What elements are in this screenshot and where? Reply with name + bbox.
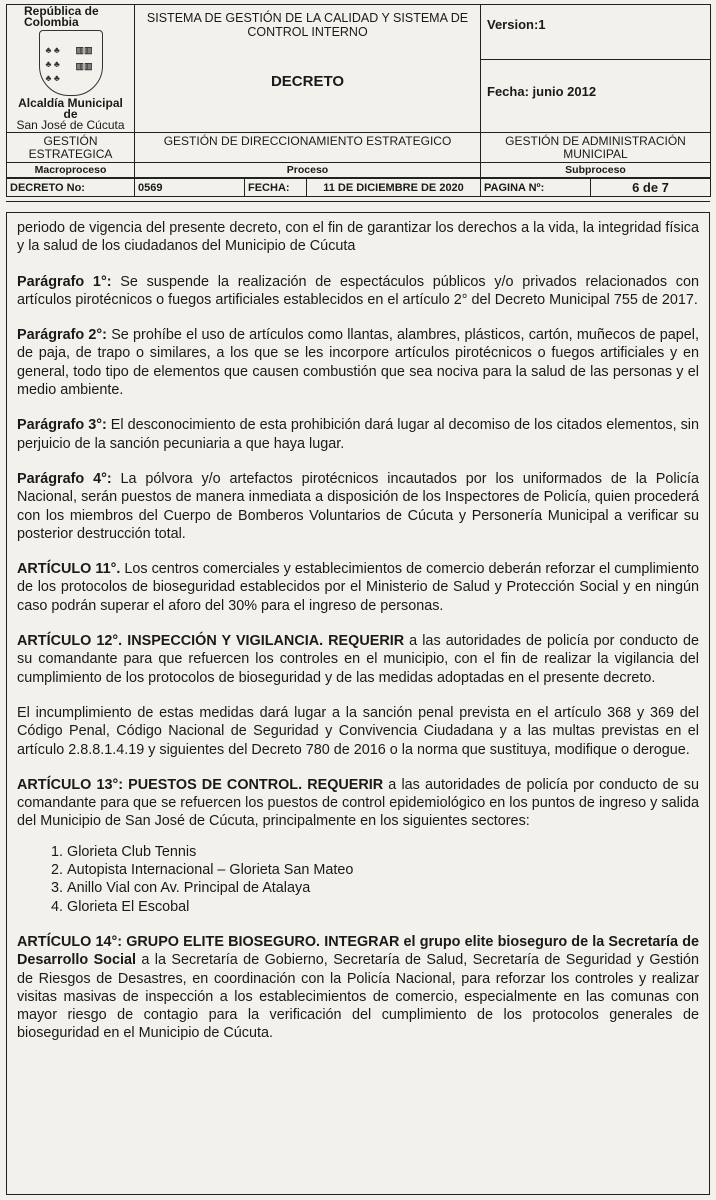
proceso-value: GESTIÓN DE DIRECCIONAMIENTO ESTRATEGICO: [135, 133, 481, 163]
macroproceso-value: GESTIÓN ESTRATEGICA: [7, 133, 135, 163]
pagina-label: PAGINA Nº:: [481, 179, 591, 197]
articulo-11: [17, 560, 699, 615]
system-title: SISTEMA DE GESTIÓN DE LA CALIDAD Y SISTEMA DE CONTROL INTERNO: [146, 11, 469, 39]
list-item: 1. Glorieta Club Tennis: [67, 843, 699, 861]
articulo-14-label: ARTÍCULO 14°: GRUPO ELITE BIOSEGURO. INTEGRAR el grupo elite bioseguro de la Secretaría de Desarrollo Social: [17, 933, 699, 969]
paragrafo-4-label: Parágrafo 4°:: [17, 470, 112, 487]
list-item: 3. Anillo Vial con Av. Principal de Atalaya: [67, 879, 699, 897]
version: Version:1: [481, 5, 710, 60]
logo-text-bottom-2: San José de Cúcuta: [16, 118, 125, 132]
logo-text-top-1: República de: [24, 4, 99, 18]
paragraph-vigencia: periodo de vigencia del presente decreto, con el fin de garantizar los derechos a la vida, la integridad física y la salud de los ciudadanos del Municipio de Cúcuta: [17, 220, 699, 255]
paragrafo-2: [17, 326, 699, 399]
fecha-value: 11 DE DICIEMBRE DE 2020: [307, 179, 481, 197]
system-title-cell: [135, 5, 481, 133]
list-item: 2. Autopista Internacional – Glorieta San Mateo: [67, 861, 699, 879]
paragrafo-4-text: La pólvora y/o artefactos pirotécnicos incautados por los uniformados de la Policía Nacional, serán puestos de manera inmediata a disposición de los Inspectores de Policía, quien procederá con los miembros del Cuerpo de Bomberos Voluntarios de Cúcuta y Personería Municipal a verificar su posterior destrucción total.: [17, 470, 699, 542]
municipal-logo: [7, 5, 135, 133]
list-item: 4. Glorieta El Escobal: [67, 898, 699, 916]
articulo-12-sancion: El incumplimiento de estas medidas dará lugar a la sanción penal prevista en el artículo 368 y 369 del Código Penal, Código Nacional de Seguridad y Convivencia Ciudadana y a las multas previstas en el artículo 2.8.8.1.4.19 y siguientes del Decreto 780 de 2016 o la norma que sustituya, modifique o derogue.: [17, 704, 699, 758]
articulo-12: [17, 632, 699, 687]
articulo-11-text: Los centros comerciales y establecimientos de comercio deberán reforzar el cumplimiento de los protocolos de bioseguridad establecidos por el Ministerio de Salud y Protección Social y en ningún caso podrán superar el aforo del 30% para el ingreso de personas.: [17, 561, 699, 614]
decree-body: [6, 212, 710, 1195]
document-header: [6, 4, 711, 178]
fecha-version: Fecha: junio 2012: [487, 84, 597, 99]
pagina-value: 6 de 7: [591, 179, 711, 197]
doc-type: DECRETO: [270, 73, 345, 90]
paragrafo-1-text: Se suspende la realización de espectáculos públicos y/o privados relacionados con artículos pirotécnicos o fuegos artificiales establecidos en el artículo 2° del Decreto Municipal 755 de 2017.: [17, 273, 700, 308]
paragrafo-2-text: Se prohíbe el uso de artículos como llantas, alambres, plásticos, cartón, muñecos de papel, de paja, de trapo o similares, a los que se les incorpore artículos pirotécnicos o fuegos artificiales y en general, todo tipo de elementos que causen combustión que sea nociva para la salud de las personas y el medio ambiente.: [17, 327, 699, 399]
fecha-label: FECHA:: [245, 179, 307, 197]
articulo-13: [17, 776, 699, 831]
articulo-11-label: ARTÍCULO 11°.: [17, 561, 121, 578]
macroproceso-label: Macroproceso: [7, 163, 135, 178]
divider: [6, 201, 710, 202]
decreto-number: 0569: [135, 179, 245, 197]
articulo-13-text: a las autoridades de policía por conducto de su comandante para que se refuercen los puestos de control epidemiológico en los puntos de ingreso y salida del Municipio de San José de Cúcuta, principalmente en los siguientes sectores:: [17, 776, 699, 830]
paragrafo-4: [17, 470, 699, 543]
paragrafo-1: [17, 273, 699, 310]
articulo-13-label: ARTÍCULO 13°: PUESTOS DE CONTROL. REQUERIR: [17, 776, 384, 793]
paragrafo-3-label: Parágrafo 3°:: [17, 417, 107, 434]
subproceso-label: Subproceso: [481, 163, 711, 178]
paragrafo-3: [17, 416, 699, 453]
articulo-14-text: a la Secretaría de Gobierno, Secretaría de Salud, Secretaría de Seguridad y Gestión de Riesgos de Desastres, en coordinación con la Policía Nacional, para reforzar los controles y realizar visitas masivas de inspección a los establecimientos de comercio, especialmente en las comunas con mayor riesgo de contagio para la verificación del cumplimiento de los protocolos generales de bioseguridad en el Municipio de Cúcuta.: [17, 952, 700, 1042]
decree-meta-row: [6, 178, 711, 197]
subproceso-value: GESTIÓN DE ADMINISTRACIÓN MUNICIPAL: [481, 133, 711, 163]
articulo-12-label: ARTÍCULO 12°. INSPECCIÓN Y VIGILANCIA. REQUERIR: [17, 633, 405, 650]
coat-of-arms-icon: ♣ ♣ ♣ ♣ ♣ ♣ ▥▥ ▥▥: [39, 30, 103, 96]
paragrafo-1-label: Parágrafo 1°:: [17, 273, 112, 290]
proceso-label: Proceso: [135, 163, 481, 178]
paragrafo-3-text: El desconocimiento de esta prohibición dará lugar al decomiso de los citados elementos, sin perjuicio de la sanción pecuniaria a que haya lugar.: [17, 417, 700, 452]
decreto-label: DECRETO No:: [7, 179, 135, 197]
version-date-cell: [481, 5, 711, 133]
logo-text-top-2: Colombia: [24, 15, 79, 29]
control-points-list: [17, 843, 699, 916]
logo-text-bottom-1: Alcaldía Municipal de: [18, 96, 123, 121]
paragrafo-2-label: Parágrafo 2°:: [17, 327, 107, 344]
articulo-14: [17, 933, 699, 1043]
articulo-12-text: a las autoridades de policía por conducto de su comandante para que refuercen los controles en el municipio, con el fin de realizar la vigilancia del cumplimiento de los protocolos de bioseguridad y de las medidas adoptadas en el presente decreto.: [17, 633, 699, 686]
